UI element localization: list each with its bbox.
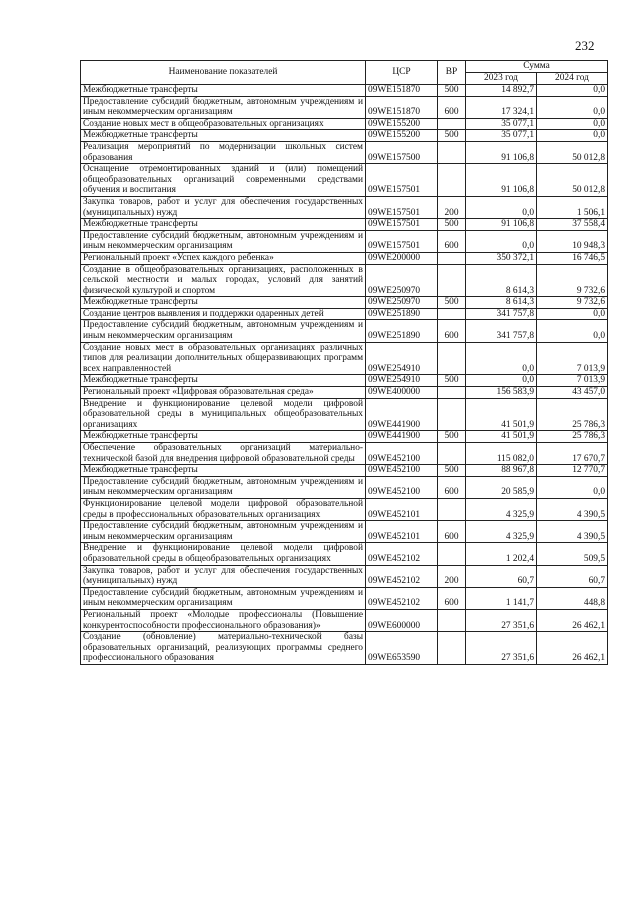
row-amount-2023: 8 614,3: [466, 264, 537, 297]
table-row: [81, 443, 608, 465]
table-row: [81, 565, 608, 587]
row-amount-2023: 115 082,0: [466, 443, 537, 465]
row-amount-2023: 91 106,8: [466, 219, 537, 231]
row-amount-2023: 0,0: [466, 342, 537, 375]
row-name: Предоставление субсидий бюджетным, автономным учреждениям и иным некоммерческим организациям: [81, 320, 366, 342]
row-amount-2023: 0,0: [466, 375, 537, 387]
table-row: [81, 431, 608, 443]
row-name: Межбюджетные трансферты: [81, 130, 366, 142]
table-row: [81, 521, 608, 543]
row-csr: 09WE452102: [366, 543, 438, 565]
table-row: [81, 297, 608, 309]
row-vr: 500: [438, 219, 466, 231]
row-name: Предоставление субсидий бюджетным, автономным учреждениям и иным некоммерческим организациям: [81, 476, 366, 498]
row-vr: [438, 543, 466, 565]
row-amount-2023: 27 351,6: [466, 632, 537, 665]
row-amount-2023: 8 614,3: [466, 297, 537, 309]
row-name: Предоставление субсидий бюджетным, автономным учреждениям и иным некоммерческим организациям: [81, 230, 366, 252]
row-name: Создание новых мест в образовательных организациях различных типов для реализации дополнительных общеразвивающих программ всех направленностей: [81, 342, 366, 375]
budget-table: [80, 60, 608, 665]
row-amount-2024: 37 558,4: [537, 219, 608, 231]
row-amount-2024: 9 732,6: [537, 264, 608, 297]
row-amount-2024: 4 390,5: [537, 521, 608, 543]
row-amount-2023: 0,0: [466, 230, 537, 252]
table-row: [81, 465, 608, 477]
row-csr: 09WE157501: [366, 164, 438, 197]
row-amount-2024: 26 462,1: [537, 632, 608, 665]
row-name: Создание новых мест в общеобразовательных организациях: [81, 118, 366, 130]
table-row: [81, 130, 608, 142]
row-name: Региональный проект «Молодые профессионалы (Повышение конкурентоспособности профессионального образования)»: [81, 609, 366, 631]
row-amount-2024: 43 457,0: [537, 387, 608, 399]
row-csr: 09WE452102: [366, 587, 438, 609]
table-row: [81, 375, 608, 387]
row-amount-2023: 14 892,7: [466, 85, 537, 97]
row-csr: 09WE441900: [366, 398, 438, 431]
row-name: Реализация мероприятий по модернизации школьных систем образования: [81, 141, 366, 163]
row-amount-2024: 0,0: [537, 320, 608, 342]
row-name: Закупка товаров, работ и услуг для обеспечения государственных (муниципальных) нужд: [81, 196, 366, 218]
row-amount-2024: 448,8: [537, 587, 608, 609]
row-name: Создание центров выявления и поддержки одаренных детей: [81, 308, 366, 320]
table-header: [81, 61, 608, 85]
row-name: Региональный проект «Цифровая образовательная среда»: [81, 387, 366, 399]
table-row: [81, 141, 608, 163]
row-csr: 09WE200000: [366, 252, 438, 264]
row-name: Создание в общеобразовательных организациях, расположенных в сельской местности и малых городах, условий для занятий физической культурой и спортом: [81, 264, 366, 297]
table-row: [81, 196, 608, 218]
row-csr: 09WE452102: [366, 565, 438, 587]
row-vr: 500: [438, 465, 466, 477]
row-name: Обеспечение образовательных организаций материально-технической базой для внедрения цифровой образовательной среды: [81, 443, 366, 465]
row-name: Закупка товаров, работ и услуг для обеспечения государственных (муниципальных) нужд: [81, 565, 366, 587]
row-amount-2023: 35 077,1: [466, 130, 537, 142]
row-csr: 09WE452100: [366, 465, 438, 477]
row-vr: [438, 118, 466, 130]
row-amount-2023: 60,7: [466, 565, 537, 587]
row-name: Предоставление субсидий бюджетным, автономным учреждениям и иным некоммерческим организациям: [81, 587, 366, 609]
row-amount-2023: 91 106,8: [466, 141, 537, 163]
row-csr: 09WE452100: [366, 476, 438, 498]
row-name: Межбюджетные трансферты: [81, 465, 366, 477]
row-vr: [438, 443, 466, 465]
table-row: [81, 252, 608, 264]
row-vr: [438, 398, 466, 431]
row-csr: 09WE157500: [366, 141, 438, 163]
table-row: [81, 320, 608, 342]
row-vr: [438, 141, 466, 163]
row-csr: 09WE254910: [366, 375, 438, 387]
row-vr: [438, 164, 466, 197]
table-body: [81, 85, 608, 665]
row-amount-2023: 35 077,1: [466, 118, 537, 130]
row-csr: 09WE251890: [366, 308, 438, 320]
header-year-2023: 2023 год: [466, 73, 537, 85]
table-row: [81, 219, 608, 231]
row-csr: 09WE452101: [366, 521, 438, 543]
row-amount-2023: 17 324,1: [466, 96, 537, 118]
row-csr: 09WE155200: [366, 118, 438, 130]
row-vr: 600: [438, 320, 466, 342]
row-name: Оснащение отремонтированных зданий и (или) помещений общеобразовательных организаций современными средствами обучения и воспитания: [81, 164, 366, 197]
row-csr: 09WE400000: [366, 387, 438, 399]
row-amount-2023: 0,0: [466, 196, 537, 218]
row-amount-2024: 1 506,1: [537, 196, 608, 218]
row-csr: 09WE250970: [366, 297, 438, 309]
table-row: [81, 587, 608, 609]
row-amount-2024: 60,7: [537, 565, 608, 587]
row-csr: 09WE157501: [366, 219, 438, 231]
row-amount-2023: 88 967,8: [466, 465, 537, 477]
row-vr: [438, 308, 466, 320]
row-amount-2024: 25 786,3: [537, 431, 608, 443]
row-csr: 09WE151870: [366, 85, 438, 97]
row-name: Межбюджетные трансферты: [81, 297, 366, 309]
row-amount-2023: 1 141,7: [466, 587, 537, 609]
row-amount-2024: 12 770,7: [537, 465, 608, 477]
row-amount-2024: 7 013,9: [537, 342, 608, 375]
table-row: [81, 164, 608, 197]
row-name: Региональный проект «Успех каждого ребенка»: [81, 252, 366, 264]
row-amount-2024: 9 732,6: [537, 297, 608, 309]
table-row: [81, 476, 608, 498]
row-name: Межбюджетные трансферты: [81, 431, 366, 443]
row-csr: 09WE254910: [366, 342, 438, 375]
row-name: Межбюджетные трансферты: [81, 219, 366, 231]
row-amount-2023: 1 202,4: [466, 543, 537, 565]
table-row: [81, 264, 608, 297]
row-amount-2024: 25 786,3: [537, 398, 608, 431]
row-vr: [438, 632, 466, 665]
row-csr: 09WE157501: [366, 196, 438, 218]
row-csr: 09WE251890: [366, 320, 438, 342]
row-amount-2024: 50 012,8: [537, 141, 608, 163]
row-amount-2024: 10 948,3: [537, 230, 608, 252]
table-row: [81, 308, 608, 320]
row-amount-2024: 4 390,5: [537, 498, 608, 520]
table-row: [81, 85, 608, 97]
row-name: Предоставление субсидий бюджетным, автономным учреждениям и иным некоммерческим организациям: [81, 521, 366, 543]
row-vr: 500: [438, 431, 466, 443]
table-row: [81, 609, 608, 631]
row-amount-2023: 27 351,6: [466, 609, 537, 631]
row-amount-2024: 17 670,7: [537, 443, 608, 465]
row-amount-2024: 0,0: [537, 118, 608, 130]
row-vr: [438, 387, 466, 399]
row-csr: 09WE452100: [366, 443, 438, 465]
row-amount-2024: 50 012,8: [537, 164, 608, 197]
row-csr: 09WE250970: [366, 264, 438, 297]
row-amount-2024: 0,0: [537, 476, 608, 498]
row-amount-2024: 509,5: [537, 543, 608, 565]
table-row: [81, 543, 608, 565]
row-vr: 600: [438, 587, 466, 609]
row-vr: 500: [438, 85, 466, 97]
row-csr: 09WE151870: [366, 96, 438, 118]
row-vr: [438, 498, 466, 520]
row-amount-2023: 4 325,9: [466, 521, 537, 543]
row-amount-2024: 0,0: [537, 308, 608, 320]
table-row: [81, 118, 608, 130]
row-csr: 09WE600000: [366, 609, 438, 631]
header-year-2024: 2024 год: [537, 73, 608, 85]
row-amount-2024: 26 462,1: [537, 609, 608, 631]
table-row: [81, 96, 608, 118]
row-csr: 09WE155200: [366, 130, 438, 142]
row-csr: 09WE452101: [366, 498, 438, 520]
row-amount-2023: 41 501,9: [466, 398, 537, 431]
row-vr: 200: [438, 196, 466, 218]
table-row: [81, 387, 608, 399]
page-number: 232: [575, 38, 595, 53]
row-amount-2023: 4 325,9: [466, 498, 537, 520]
row-vr: 600: [438, 230, 466, 252]
row-csr: 09WE157501: [366, 230, 438, 252]
table-row: [81, 632, 608, 665]
row-name: Создание (обновление) материально-технической базы образовательных организаций, реализующих программы среднего профессионального образования: [81, 632, 366, 665]
table-row: [81, 398, 608, 431]
row-vr: 200: [438, 565, 466, 587]
table-row: [81, 230, 608, 252]
header-csr: ЦСР: [366, 61, 438, 85]
row-vr: 600: [438, 96, 466, 118]
row-amount-2024: 16 746,5: [537, 252, 608, 264]
row-amount-2024: 7 013,9: [537, 375, 608, 387]
table-row: [81, 342, 608, 375]
header-sum: Сумма: [466, 61, 608, 73]
row-vr: [438, 264, 466, 297]
row-name: Предоставление субсидий бюджетным, автономным учреждениям и иным некоммерческим организациям: [81, 96, 366, 118]
row-csr: 09WE441900: [366, 431, 438, 443]
row-vr: 500: [438, 297, 466, 309]
row-amount-2023: 341 757,8: [466, 308, 537, 320]
row-vr: 600: [438, 521, 466, 543]
row-vr: 500: [438, 130, 466, 142]
row-vr: [438, 252, 466, 264]
row-amount-2024: 0,0: [537, 130, 608, 142]
row-vr: 500: [438, 375, 466, 387]
header-name: Наименование показателей: [81, 61, 366, 85]
row-amount-2024: 0,0: [537, 85, 608, 97]
row-name: Внедрение и функционирование целевой модели цифровой образовательной среды в муниципальных общеобразовательных организациях: [81, 398, 366, 431]
row-amount-2023: 20 585,9: [466, 476, 537, 498]
row-vr: [438, 609, 466, 631]
row-csr: 09WE653590: [366, 632, 438, 665]
header-vr: ВР: [438, 61, 466, 85]
row-amount-2024: 0,0: [537, 96, 608, 118]
row-name: Межбюджетные трансферты: [81, 85, 366, 97]
row-vr: [438, 342, 466, 375]
row-amount-2023: 156 583,9: [466, 387, 537, 399]
row-name: Межбюджетные трансферты: [81, 375, 366, 387]
row-amount-2023: 41 501,9: [466, 431, 537, 443]
table-row: [81, 498, 608, 520]
row-name: Функционирование целевой модели цифровой образовательной среды в профессиональных образовательных организациях: [81, 498, 366, 520]
row-amount-2023: 350 372,1: [466, 252, 537, 264]
row-amount-2023: 341 757,8: [466, 320, 537, 342]
row-vr: 600: [438, 476, 466, 498]
row-amount-2023: 91 106,8: [466, 164, 537, 197]
row-name: Внедрение и функционирование целевой модели цифровой образовательной среды в общеобразовательных организациях: [81, 543, 366, 565]
